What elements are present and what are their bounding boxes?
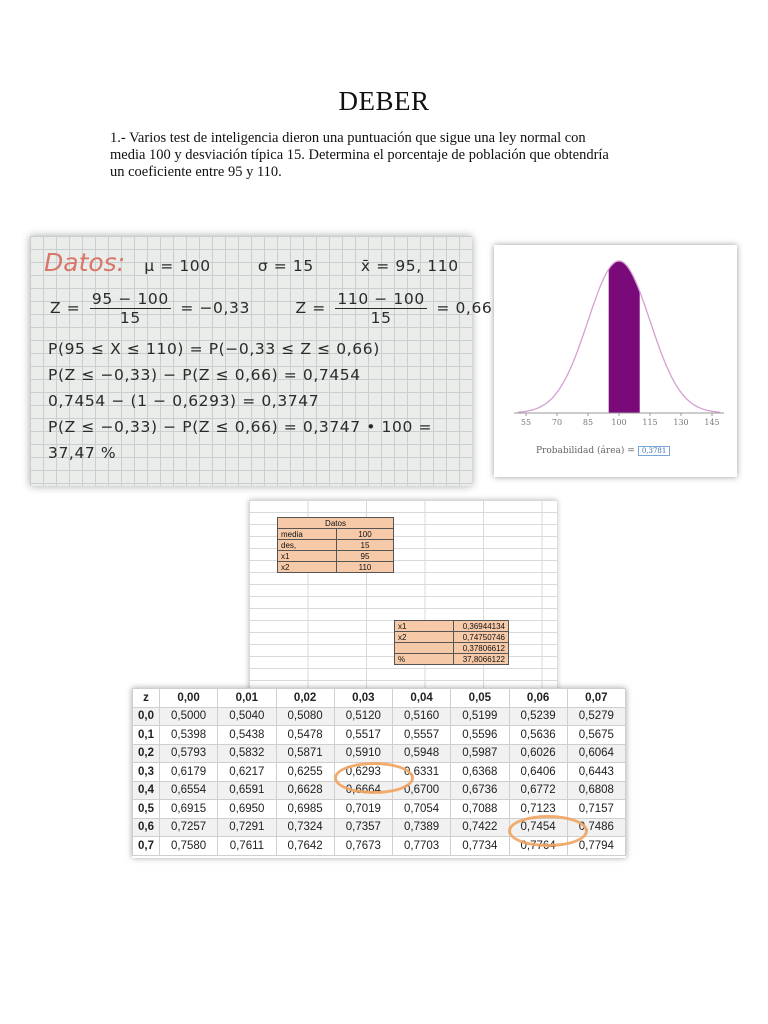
sheet-cell-label[interactable]: x2 [278, 562, 337, 573]
z-cell: 0,7123 [509, 800, 567, 819]
sheet-cell-label[interactable]: x1 [278, 551, 337, 562]
result-cell-label[interactable] [395, 643, 454, 654]
notes-line-6: P(Z ≤ −0,33) − P(Z ≤ 0,66) = 0,3747 • 100 = [48, 418, 433, 436]
xbar-value: x̄ = 95, 110 [360, 257, 459, 275]
result-cell-value[interactable]: 0,37806612 [454, 643, 509, 654]
problem-line-2: media 100 y desviación típica 15. Determina el porcentaje de población que obtendría [110, 147, 609, 163]
x-tick-label: 115 [642, 418, 658, 427]
z-row-label: 0,1 [133, 726, 160, 745]
z-cell: 0,6026 [509, 744, 567, 763]
x-tick-label: 55 [520, 418, 532, 427]
probability-label: Probabilidad (área) = [536, 446, 635, 456]
notes-line-4: P(Z ≤ −0,33) − P(Z ≤ 0,66) = 0,7454 [48, 366, 361, 384]
result-cell-label[interactable]: x2 [395, 632, 454, 643]
handwritten-notes [30, 236, 493, 486]
z-cell: 0,6255 [276, 763, 334, 782]
result-cell-value[interactable]: 0,74750746 [454, 632, 509, 643]
input-data-table [277, 517, 394, 573]
problem-line-3: un coeficiente entre 95 y 110. [110, 164, 282, 180]
z-cell: 0,5398 [160, 726, 218, 745]
z-header-cell: 0,07 [567, 689, 625, 708]
z-cell: 0,7291 [218, 818, 276, 837]
sheet-row [278, 562, 394, 573]
result-cell-label[interactable]: % [395, 654, 454, 665]
z-cell: 0,6554 [160, 781, 218, 800]
z2-denominator: 15 [370, 309, 392, 327]
z-cell: 0,6406 [509, 763, 567, 782]
z-cell: 0,7673 [334, 837, 392, 856]
sheet-row [278, 551, 394, 562]
z-table-row [133, 726, 626, 745]
x-tick-label: 130 [673, 418, 689, 427]
sheet-cell-value[interactable]: 15 [337, 540, 394, 551]
z-cell: 0,7580 [160, 837, 218, 856]
sheet-cell-label[interactable]: media [278, 529, 337, 540]
z-cell: 0,5636 [509, 726, 567, 745]
z-header-cell: z [133, 689, 160, 708]
z-cell: 0,5160 [393, 707, 451, 726]
z-cell: 0,6736 [451, 781, 509, 800]
z-cell: 0,7422 [451, 818, 509, 837]
z-cell: 0,7764 [509, 837, 567, 856]
z-row-label: 0,3 [133, 763, 160, 782]
problem-statement [110, 130, 670, 181]
sheet-cell-label[interactable]: des, [278, 540, 337, 551]
z-cell: 0,7703 [393, 837, 451, 856]
z-row-label: 0,7 [133, 837, 160, 856]
z-cell: 0,7611 [218, 837, 276, 856]
result-row [395, 632, 509, 643]
notes-line-7: 37,47 % [48, 444, 117, 462]
x-tick-label: 145 [704, 418, 720, 427]
z-cell: 0,5239 [509, 707, 567, 726]
z-header-cell: 0,00 [160, 689, 218, 708]
z-row-label: 0,2 [133, 744, 160, 763]
z-cell: 0,7734 [451, 837, 509, 856]
probability-readout [536, 446, 670, 456]
mu-value: μ = 100 [144, 257, 211, 275]
z-cell: 0,6664 [334, 781, 392, 800]
z-cell: 0,6064 [567, 744, 625, 763]
sigma-value: σ = 15 [257, 257, 314, 275]
z-cell: 0,5910 [334, 744, 392, 763]
probability-value: 0,3781 [638, 446, 671, 456]
highlight-0-7454 [508, 815, 588, 847]
z-cell: 0,6443 [567, 763, 625, 782]
z-row-label: 0,0 [133, 707, 160, 726]
spreadsheet [249, 500, 557, 690]
notes-header-row [44, 248, 459, 277]
z-table-row [133, 744, 626, 763]
z-table [132, 688, 626, 858]
z-header-cell: 0,06 [509, 689, 567, 708]
page-title: DEBER [338, 86, 430, 116]
sheet-header[interactable]: Datos [278, 518, 394, 529]
z-table-header [133, 689, 626, 708]
result-cell-value[interactable]: 37,8066122 [454, 654, 509, 665]
z-cell: 0,5557 [393, 726, 451, 745]
z-cell: 0,7642 [276, 837, 334, 856]
z-cell: 0,6915 [160, 800, 218, 819]
z-cell: 0,7794 [567, 837, 625, 856]
shaded-area [609, 261, 640, 413]
z-cell: 0,7157 [567, 800, 625, 819]
result-row [395, 621, 509, 632]
z-cell: 0,6772 [509, 781, 567, 800]
sheet-cell-value[interactable]: 100 [337, 529, 394, 540]
z-cell: 0,6368 [451, 763, 509, 782]
z-cell: 0,7324 [276, 818, 334, 837]
z-cell: 0,5948 [393, 744, 451, 763]
z-cell: 0,5478 [276, 726, 334, 745]
z-cell: 0,5987 [451, 744, 509, 763]
z1-label: Z = [50, 299, 81, 317]
x-tick-label: 100 [611, 418, 627, 427]
x-tick-label: 70 [551, 418, 563, 427]
z-cell: 0,5080 [276, 707, 334, 726]
datos-label: Datos: [44, 248, 126, 277]
z-header-cell: 0,02 [276, 689, 334, 708]
z2-label: Z = [295, 299, 326, 317]
z-cell: 0,5279 [567, 707, 625, 726]
z2-result: = 0,66 [436, 299, 493, 317]
z-cell: 0,5793 [160, 744, 218, 763]
sheet-row [278, 529, 394, 540]
x-tick-label: 85 [582, 418, 594, 427]
z-cell: 0,6628 [276, 781, 334, 800]
z-row-label: 0,4 [133, 781, 160, 800]
z-cell: 0,5040 [218, 707, 276, 726]
sheet-cell-value[interactable]: 110 [337, 562, 394, 573]
notes-line-5: 0,7454 − (1 − 0,6293) = 0,3747 [48, 392, 320, 410]
z-cell: 0,6985 [276, 800, 334, 819]
result-table [394, 620, 509, 665]
normal-curve-svg [494, 245, 737, 445]
normal-curve-figure [494, 245, 737, 477]
z-header-cell: 0,01 [218, 689, 276, 708]
z-cell: 0,7088 [451, 800, 509, 819]
z-cell: 0,6950 [218, 800, 276, 819]
z-cell: 0,6293 [334, 763, 392, 782]
z1-fraction [90, 290, 171, 327]
z-cell: 0,6179 [160, 763, 218, 782]
problem-line-1: 1.- Varios test de inteligencia dieron una puntuación que sigue una ley normal con [110, 130, 586, 146]
z-cell: 0,5871 [276, 744, 334, 763]
z1-denominator: 15 [119, 309, 141, 327]
z-cell: 0,6591 [218, 781, 276, 800]
z-header-cell: 0,03 [334, 689, 392, 708]
z-table-row [133, 707, 626, 726]
z2-fraction [335, 290, 426, 327]
z1-numerator: 95 − 100 [91, 290, 169, 308]
z-cell: 0,6217 [218, 763, 276, 782]
result-cell-label[interactable]: x1 [395, 621, 454, 632]
z2-numerator: 110 − 100 [337, 290, 425, 308]
z-calculations [50, 290, 492, 327]
z-cell: 0,7054 [393, 800, 451, 819]
result-row [395, 654, 509, 665]
result-row [395, 643, 509, 654]
z-cell: 0,5199 [451, 707, 509, 726]
z-cell: 0,6808 [567, 781, 625, 800]
z-cell: 0,7257 [160, 818, 218, 837]
z-cell: 0,5596 [451, 726, 509, 745]
notes-line-3: P(95 ≤ X ≤ 110) = P(−0,33 ≤ Z ≤ 0,66) [48, 340, 380, 358]
sheet-row [278, 540, 394, 551]
z-row-label: 0,5 [133, 800, 160, 819]
z-cell: 0,5832 [218, 744, 276, 763]
z1-result: = −0,33 [180, 299, 250, 317]
z-cell: 0,7019 [334, 800, 392, 819]
result-cell-value[interactable]: 0,36944134 [454, 621, 509, 632]
z-cell: 0,5438 [218, 726, 276, 745]
z-cell: 0,7357 [334, 818, 392, 837]
z-cell: 0,5675 [567, 726, 625, 745]
sheet-cell-value[interactable]: 95 [337, 551, 394, 562]
z-cell: 0,6331 [393, 763, 451, 782]
z-cell: 0,5517 [334, 726, 392, 745]
z-cell: 0,5120 [334, 707, 392, 726]
z-header-cell: 0,04 [393, 689, 451, 708]
z-cell: 0,6700 [393, 781, 451, 800]
z-cell: 0,7454 [509, 818, 567, 837]
highlight-0-6293 [334, 762, 414, 794]
z-cell: 0,7486 [567, 818, 625, 837]
z-cell: 0,7389 [393, 818, 451, 837]
z-header-cell: 0,05 [451, 689, 509, 708]
z-cell: 0,5000 [160, 707, 218, 726]
z-row-label: 0,6 [133, 818, 160, 837]
